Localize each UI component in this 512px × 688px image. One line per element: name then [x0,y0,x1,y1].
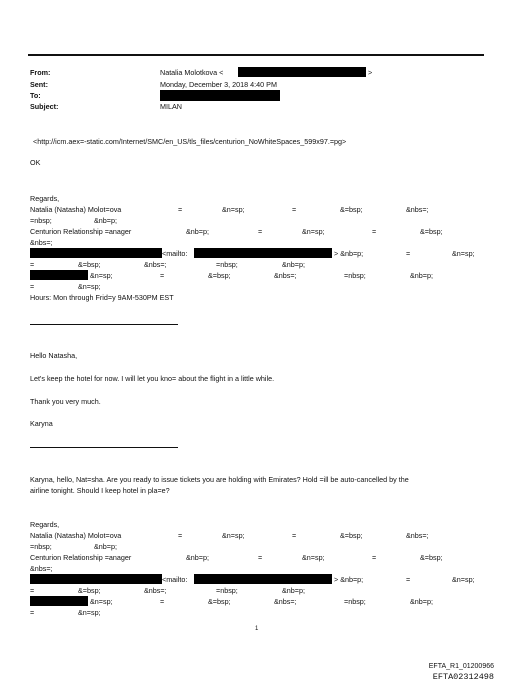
entity-text: > &nb=p; [334,575,364,584]
entity-text: &=bsp; [420,553,443,562]
signature-name: Natalia (Natasha) Molot=ova [30,205,122,214]
from-close: > [368,68,373,77]
entity-text: = [372,553,377,562]
entity-text: &n=sp; [302,227,325,236]
entity-text: = [160,271,165,280]
top-rule [28,54,484,56]
entity-text: = [406,249,411,258]
footer-id-large: EFTA02312498 [432,672,494,682]
signature-regards: Regards, [30,194,60,203]
page-number: 1 [255,626,259,632]
entity-text: &nbs=; [144,260,167,269]
redaction-block [30,270,88,280]
signature-name: Natalia (Natasha) Molot=ova [30,531,122,540]
image-link-text: <http://icm.aex=-static.com/Internet/SMC/en_US/tls_files/centurion_NoWhiteSpaces_599x97.=pg> [33,137,347,146]
entity-text: = [30,260,35,269]
entity-text: &nb=p; [282,586,305,595]
entity-text: = [178,531,183,540]
redaction-block [30,248,162,258]
redaction-block [30,596,88,606]
redaction-block [194,248,332,258]
entity-text: &n=sp; [222,531,245,540]
from-label: From: [30,68,51,77]
entity-text: &=bsp; [420,227,443,236]
entity-text: &nbs=; [406,531,429,540]
entity-text: &n=sp; [302,553,325,562]
mailto-text: <mailto: [162,575,188,584]
separator-rule [30,447,178,448]
entity-text: =nbsp; [30,216,52,225]
entity-text: &=bsp; [340,531,363,540]
entity-text: &n=sp; [452,575,475,584]
entity-text: &=bsp; [340,205,363,214]
entity-text: &nb=p; [186,227,209,236]
footer-id-small: EFTA_R1_01200966 [428,663,494,670]
entity-text: &nbs=; [274,271,297,280]
entity-text: &=bsp; [78,586,101,595]
separator-rule [30,324,178,325]
from-value: Natalia Molotkova < [160,68,224,77]
entity-text: = [30,282,35,291]
entity-text: = [178,205,183,214]
signature-title: Centurion Relationship =anager [30,227,132,236]
subject-value: MILAN [160,102,182,111]
redaction-block [194,574,332,584]
ok-text: OK [30,158,41,167]
entity-text: &nbs=; [406,205,429,214]
entity-text: &n=sp; [78,608,101,617]
entity-text: &=bsp; [78,260,101,269]
entity-text: &n=sp; [452,249,475,258]
entity-text: &nb=p; [410,597,433,606]
signature-hours: Hours: Mon through Frid=y 9AM-530PM EST [30,293,174,302]
reply-line: Thank you very much. [30,397,101,406]
entity-text: &n=sp; [78,282,101,291]
entity-text: = [292,531,297,540]
entity-text: &=bsp; [208,271,231,280]
entity-text: &n=sp; [222,205,245,214]
signature-title: Centurion Relationship =anager [30,553,132,562]
signature-regards: Regards, [30,520,60,529]
entity-text: = [406,575,411,584]
entity-text: &n=sp; [90,271,113,280]
subject-label: Subject: [30,102,59,111]
entity-text: = [30,586,35,595]
entity-text: &nbs=; [30,564,53,573]
entity-text: = [292,205,297,214]
reply-greeting: Hello Natasha, [30,351,78,360]
entity-text: =nbsp; [216,586,238,595]
message-line: airline tonight. Should I keep hotel in pla=e? [30,486,170,495]
entity-text: &nbs=; [144,586,167,595]
entity-text: = [258,553,263,562]
entity-text: &nb=p; [94,216,117,225]
sent-label: Sent: [30,80,48,89]
entity-text: = [372,227,377,236]
sent-value: Monday, December 3, 2018 4:40 PM [160,80,277,89]
entity-text: &nb=p; [282,260,305,269]
entity-text: &nbs=; [30,238,53,247]
entity-text: &nbs=; [274,597,297,606]
entity-text: &n=sp; [90,597,113,606]
reply-line: Let's keep the hotel for now. I will let you kno= about the flight in a little while. [30,374,275,383]
entity-text: = [258,227,263,236]
redaction-block [30,574,162,584]
entity-text: &nb=p; [94,542,117,551]
mailto-text: <mailto: [162,249,188,258]
entity-text: &=bsp; [208,597,231,606]
reply-sign: Karyna [30,419,53,428]
entity-text: &nb=p; [186,553,209,562]
entity-text: = [30,608,35,617]
entity-text: &nb=p; [410,271,433,280]
redaction-block [160,90,280,101]
entity-text: =nbsp; [216,260,238,269]
message-line: Karyna, hello, Nat=sha. Are you ready to issue tickets you are holding with Emirates? Hold =ill be auto-cancelled by the [30,475,409,484]
entity-text: =nbsp; [344,597,366,606]
redaction-block [238,67,366,77]
entity-text: =nbsp; [344,271,366,280]
entity-text: =nbsp; [30,542,52,551]
entity-text: > &nb=p; [334,249,364,258]
entity-text: = [160,597,165,606]
to-label: To: [30,91,41,100]
